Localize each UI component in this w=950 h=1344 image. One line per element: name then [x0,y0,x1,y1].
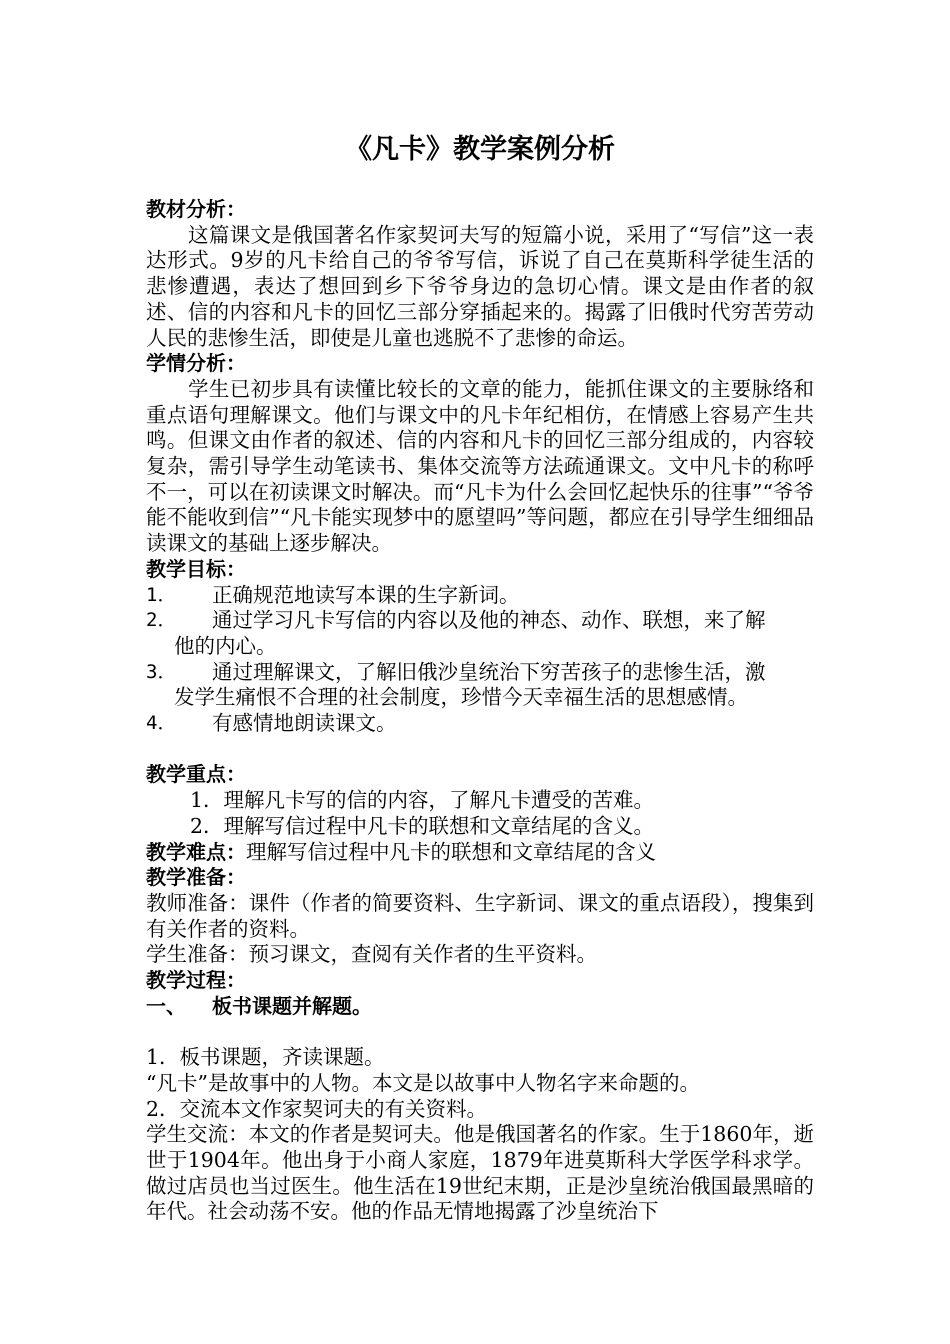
goal-item [146,583,814,609]
goal-text: 正确规范地读写本课的生字新词。 [212,582,520,607]
goal-number: 1． [146,583,177,606]
process-step-number: 一、 [146,993,186,1018]
document-title: 《凡卡》教学案例分析 [345,134,615,165]
section-heading-students: 学情分析： [146,351,246,376]
student-exchange: 学生交流：本文的作者是契诃夫。他是俄国著名的作家。生于1860年，逝世于1904年。他出身于小商人家庭，1879年进莫斯科大学医学科求学。做过店员也当过医生。他生活在19世纪末期，正是沙皇统治俄国最黑暗的年代。社会动荡不安。他的作品无情地揭露了沙皇统治下 [146,1122,814,1224]
process-line: “凡卡”是故事中的人物。本文是以故事中人物名字来命题的。 [146,1070,700,1095]
goal-text: 通过理解课文，了解旧俄沙皇统治下穷苦孩子的悲惨生活，激 [212,659,766,684]
goal-text: 通过学习凡卡写信的内容以及他的神态、动作、联想，来了解 [212,608,766,633]
process-line: 1．板书课题，齐读课题。 [146,1045,385,1070]
difficulty-line [146,840,814,866]
goal-text: 有感情地朗读课文。 [212,711,397,736]
goal-number: 2． [146,609,177,632]
section-heading-material: 教材分析： [146,197,246,221]
key-point: 2．理解写信过程中凡卡的联想和文章结尾的含义。 [190,813,655,838]
student-prep: 学生准备：预习课文，查阅有关作者的生平资料。 [146,942,597,967]
document-page [146,0,814,1344]
section-heading-prep: 教学准备： [146,865,246,890]
section-heading-difficulty: 教学难点： [146,839,246,864]
section-heading-key: 教学重点： [146,762,246,787]
goal-number: 4． [146,712,177,735]
document-body [146,197,814,1225]
key-point: 1．理解凡卡写的信的内容，了解凡卡遭受的苦难。 [190,788,655,813]
goal-item [146,660,814,686]
section-heading-goals: 教学目标： [146,556,246,581]
section-heading-process: 教学过程： [146,968,246,993]
goal-number: 3． [146,660,177,683]
goal-item [146,711,814,737]
process-step [146,994,814,1020]
process-step-title: 板书课题并解题。 [212,993,372,1018]
students-paragraph: 学生已初步具有读懂比较长的文章的能力，能抓住课文的主要脉络和重点语句理解课文。他们与课文中的凡卡年纪相仿，在情感上容易产生共鸣。但课文由作者的叙述、信的内容和凡卡的回忆三部分组成的，内容较复杂，需引导学生动笔读书、集体交流等方法疏通课文。文中凡卡的称呼不一，可以在初读课文时解决。而“凡卡为什么会回忆起快乐的往事”“爷爷能不能收到信”“凡卡能实现梦中的愿望吗”等问题，都应在引导学生细细品读课文的基础上逐步解决。 [146,376,814,556]
spacer [146,737,814,763]
goal-continuation: 他的内心。 [174,633,277,658]
goal-continuation: 发学生痛恨不合理的社会制度，珍惜今天幸福生活的思想感情。 [174,685,748,710]
goal-item [146,608,814,634]
difficulty-text: 理解写信过程中凡卡的联想和文章结尾的含义 [246,839,656,864]
teacher-prep: 教师准备：课件（作者的简要资料、生字新词、课文的重点语段），搜集到有关作者的资料。 [146,890,814,941]
process-line: 2．交流本文作家契诃夫的有关资料。 [146,1096,488,1121]
material-paragraph: 这篇课文是俄国著名作家契诃夫写的短篇小说，采用了“写信”这一表达形式。9岁的凡卡给自己的爷爷写信，诉说了自己在莫斯科学徒生活的悲惨遭遇，表达了想回到乡下爷爷身边的急切心情。课文是由作者的叙述、信的内容和凡卡的回忆三部分穿插起来的。揭露了旧俄时代穷苦劳动人民的悲惨生活，即使是儿童也逃脱不了悲惨的命运。 [146,222,814,350]
spacer [146,1019,814,1045]
